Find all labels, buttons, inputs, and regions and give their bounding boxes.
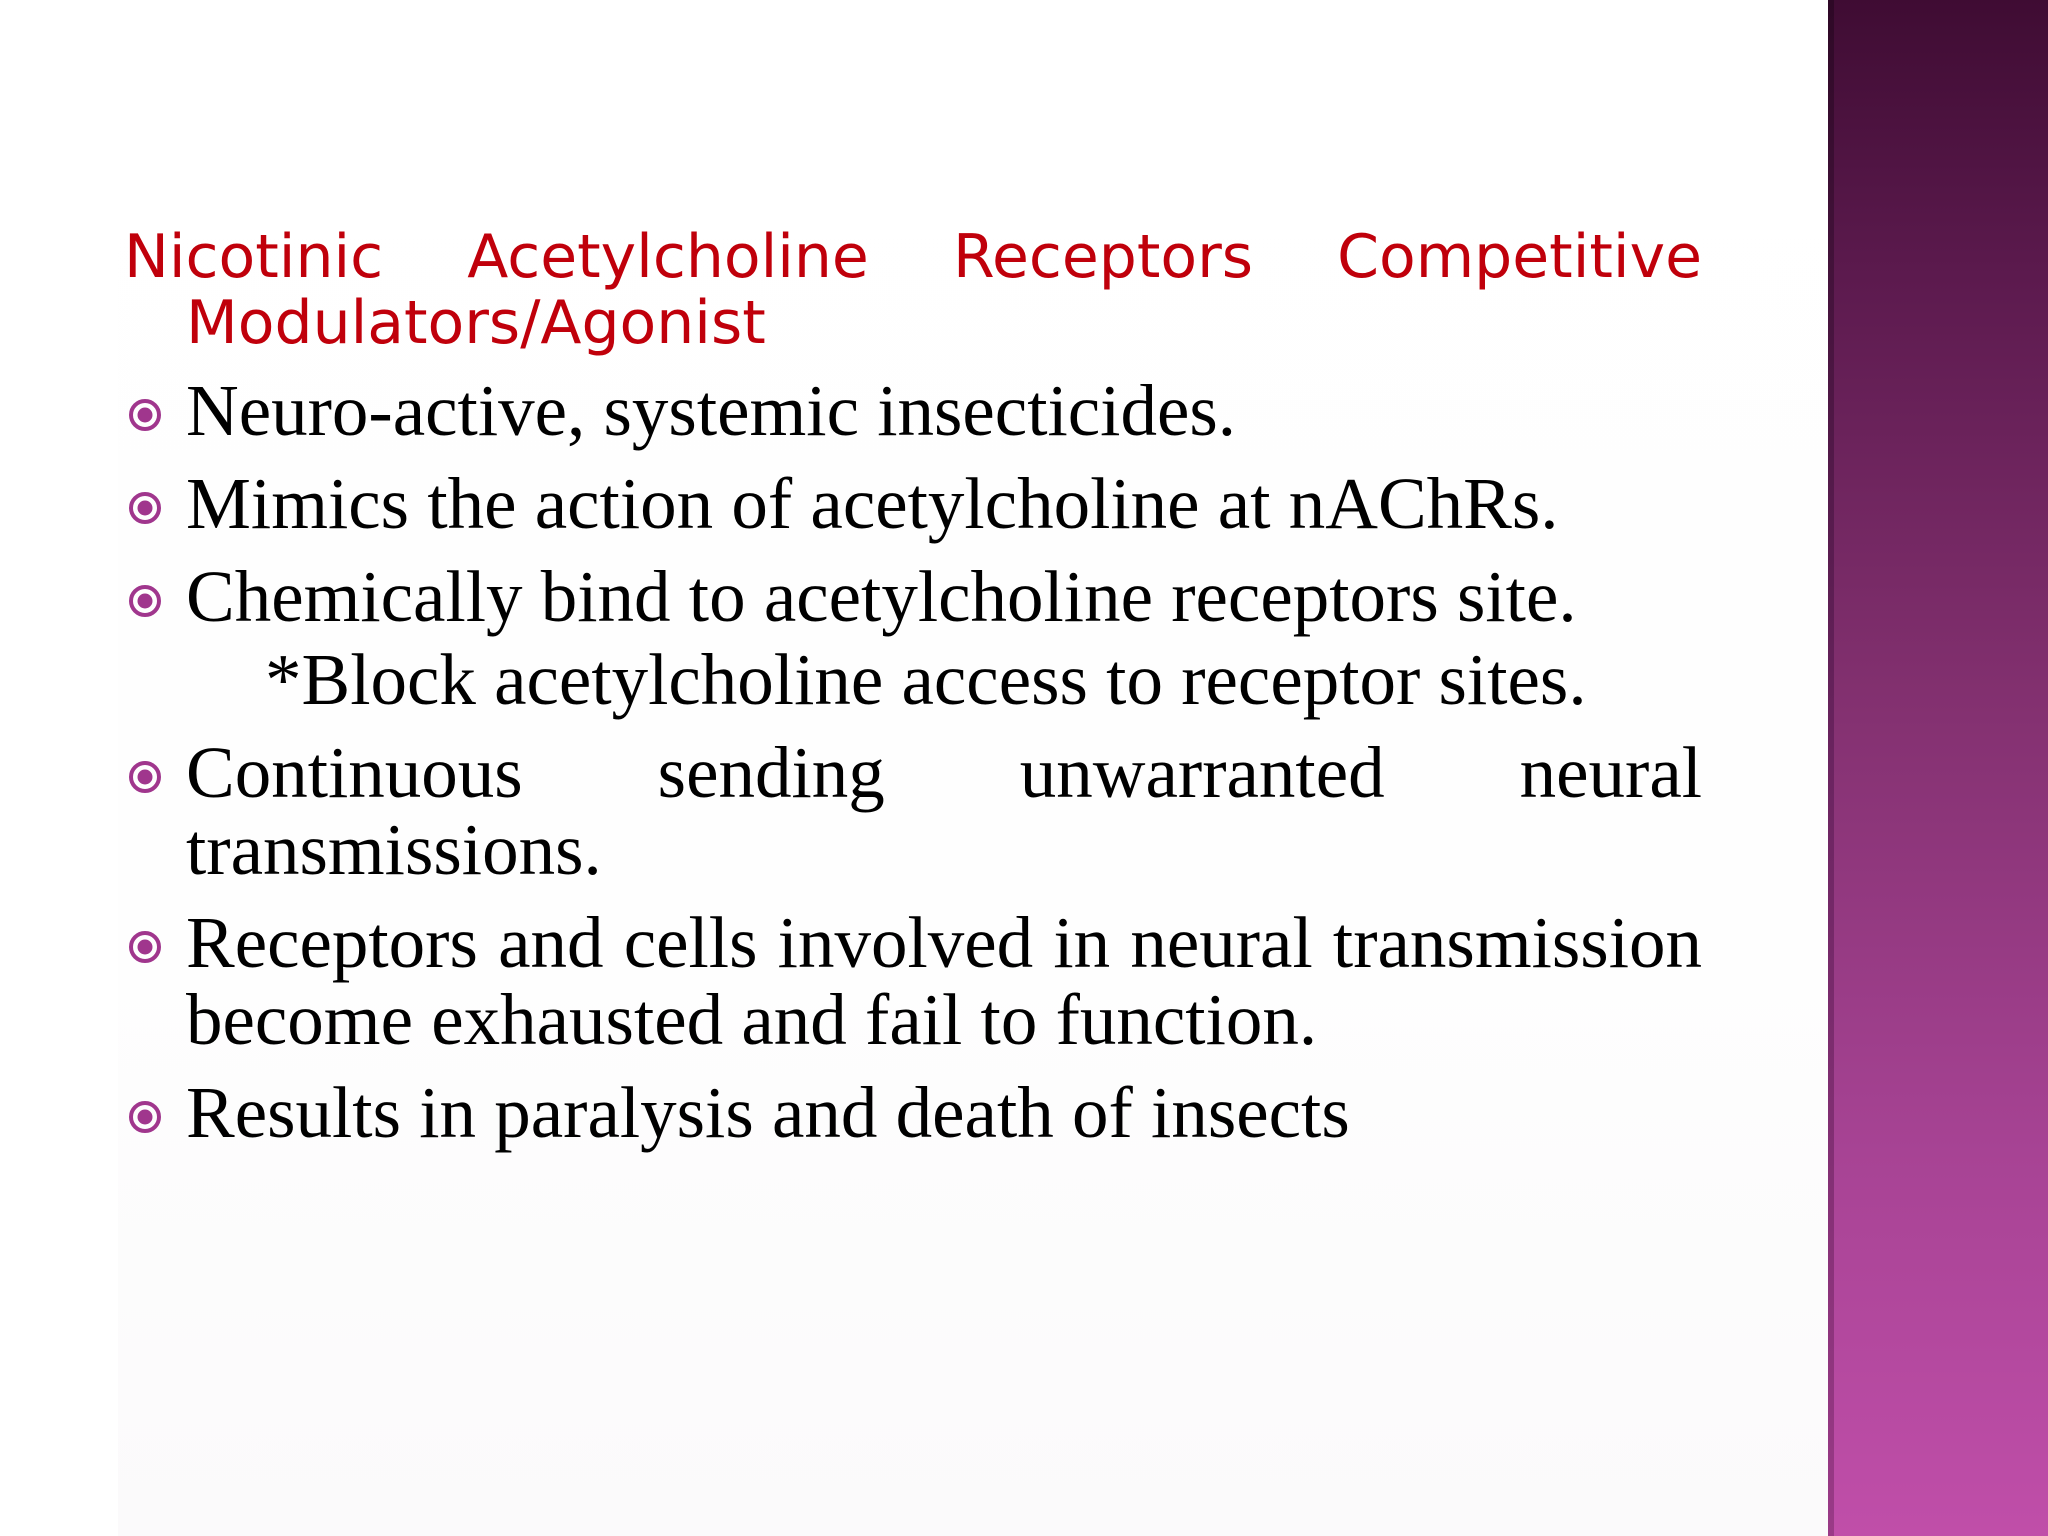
bullet-text: Chemically bind to acetylcholine receptors site. xyxy=(186,556,1577,637)
bullet-item xyxy=(124,1074,1702,1151)
circle-dot-bullet-icon xyxy=(128,930,162,964)
circle-dot-bullet-icon xyxy=(128,491,162,525)
bullet-text: Results in paralysis and death of insects xyxy=(186,1072,1350,1153)
bullet-item xyxy=(124,465,1702,542)
slide-title: Nicotinic Acetylcholine Receptors Competitive Modulators/Agonist xyxy=(124,222,1702,358)
circle-dot-bullet-icon xyxy=(128,584,162,618)
bullet-list xyxy=(124,372,1702,1167)
circle-dot-bullet-icon xyxy=(128,398,162,432)
bullet-text: Neuro-active, systemic insecticides. xyxy=(186,370,1237,451)
bullet-text: Mimics the action of acetylcholine at nAChRs. xyxy=(186,463,1559,544)
bullet-item xyxy=(124,372,1702,449)
sub-bullet-item xyxy=(124,641,1702,718)
bullet-item xyxy=(124,558,1702,635)
bullet-text: Continuous sending unwarranted neural transmissions. xyxy=(186,732,1702,890)
bullet-text: Receptors and cells involved in neural transmission become exhausted and fail to function. xyxy=(186,902,1702,1060)
bullet-item xyxy=(124,904,1702,1058)
circle-dot-bullet-icon xyxy=(128,1100,162,1134)
sub-bullet-text: *Block acetylcholine access to receptor sites. xyxy=(265,639,1587,720)
circle-dot-bullet-icon xyxy=(128,760,162,794)
bullet-item xyxy=(124,734,1702,888)
decorative-side-band xyxy=(1828,0,2048,1536)
